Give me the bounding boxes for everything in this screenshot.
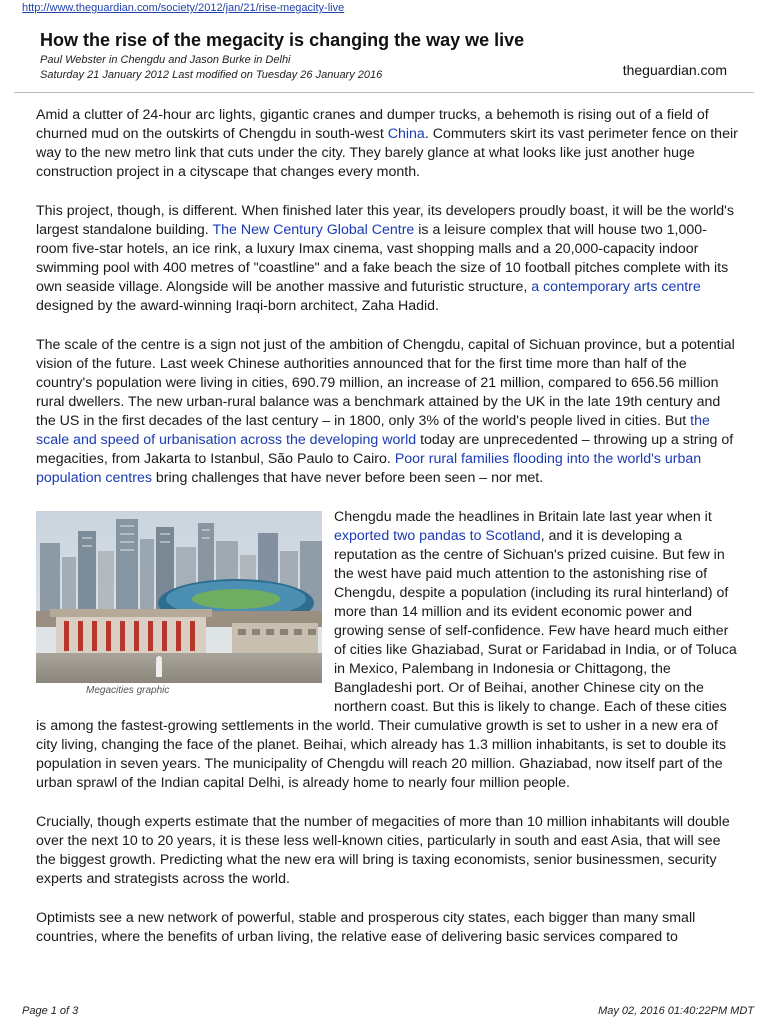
paragraph-text: This project, though, is different. When finished later this year, its developers proudly boast, it will be the world's largest standalone building.	[36, 203, 734, 238]
article-title: How the rise of the megacity is changing the way we live	[40, 30, 525, 50]
link-scale-of-urbanisation[interactable]: the scale and speed of urbanisation across the developing world	[36, 413, 710, 448]
link-poor-rural-families[interactable]: Poor rural families flooding into the world's urban population centres	[36, 451, 702, 486]
print-timestamp: May 02, 2016 01:40:22PM MDT	[598, 1005, 754, 1017]
megacities-figure	[36, 511, 322, 697]
chengdu-city-photo[interactable]	[36, 511, 322, 683]
paragraph-text: . Commuters skirt its vast perimeter fence on their way to the new metro link that cuts under the city. They barely glance at what looks like just another huge construction project in a cityscape that changes every month.	[36, 126, 738, 180]
author-byline: Paul Webster in Chengdu and Jason Burke in Delhi	[40, 54, 291, 66]
source-name: theguardian.com	[622, 62, 727, 78]
source-url-link[interactable]: http://www.theguardian.com/society/2012/jan/21/rise-megacity-live	[22, 2, 345, 14]
figure-caption: Megacities graphic	[86, 685, 170, 696]
link-china[interactable]: China	[387, 126, 425, 142]
paragraph-text: bring challenges that have never before been seen – nor met.	[151, 470, 544, 486]
byline-block	[40, 53, 382, 83]
paragraph-text: Chengdu made the headlines in Britain late last year when it	[334, 509, 712, 525]
paragraph-text: Amid a clutter of 24-hour arc lights, gigantic cranes and dumper trucks, a behemoth is rising out of a field of churned mud on the outskirts of Chengdu in south-west	[36, 107, 709, 142]
article-body	[36, 106, 738, 967]
link-contemporary-arts-centre[interactable]: a contemporary arts centre	[531, 279, 701, 295]
paragraph-text: designed by the award-winning Iraqi-born architect, Zaha Hadid.	[36, 298, 439, 314]
paragraph-text: , and it is developing a reputation as the centre of Sichuan's prized cuisine. But few in the west have paid much attention to the astonishing rise of Chengdu, despite a population (including its rural hinterland) of more than 14 million and its evident economic power and growing sense of self-confidence. Few have heard much either of cities like Ghaziabad, Surat or Faridabad in India, or of Toluca in Mexico, Palembang in Indonesia or Chittagong, the Bangladeshi port. Or of Beihai, another Chinese city on the northern coast. But this is likely to change. Each of these cities is among the fastest-growing settlements in the world. Their cumulative growth is set to usher in a new era of city living, changing the face of the planet. Beihai, which already has 1.3 million inhabitants, is set to double its population in seven years. The municipality of Chengdu will reach 20 million. Ghaziabad, now itself part of the urban sprawl of the Indian capital Delhi, is already home to nearly four million people.	[36, 528, 737, 791]
paragraph-1	[36, 106, 738, 182]
link-new-century-global-centre[interactable]: The New Century Global Centre	[212, 222, 415, 238]
paragraph-2	[36, 202, 738, 316]
paragraph-4	[36, 508, 738, 793]
page-number: Page 1 of 3	[22, 1005, 79, 1017]
paragraph-text: is a leisure complex that will house two 1,000-room five-star hotels, an ice rink, a luxury Imax cinema, vast shopping malls and a 20,000-capacity indoor swimming pool with 400 metres of "coastline" and a fake beach the size of 10 football pitches complete with its own seaside village. Alongside will be another massive and futuristic structure,	[36, 222, 729, 295]
header-divider	[14, 92, 754, 93]
paragraph-3	[36, 336, 738, 488]
paragraph-text: The scale of the centre is a sign not just of the ambition of Chengdu, capital of Sichuan province, but a potential vision of the future. Last week Chinese authorities announced that for the first time more than half of the country's population were living in cities, 690.79 million, an increase of 21 million, compared to 656.56 million rural dwellers. The new urban-rural balance was a benchmark attained by the UK in the late 19th century and the US in the first decades of the last century – in 1800, only 3% of the world's people lived in cities. But	[36, 337, 735, 429]
paragraph-5: Crucially, though experts estimate that the number of megacities of more than 10 million inhabitants will double over the next 10 to 20 years, it is these less well-known cities, particularly in south and east Asia, that will see the biggest growth. Predicting what the new era will bring is taxing economists, senior businessmen, security experts and strategists across the world.	[36, 814, 730, 887]
paragraph-text: today are unprecedented – throwing up a string of megacities, from Jakarta to Istanbul, São Paulo to Cairo.	[36, 432, 734, 467]
link-exported-pandas[interactable]: exported two pandas to Scotland	[334, 528, 541, 544]
publication-dateline: Saturday 21 January 2012 Last modified on Tuesday 26 January 2016	[40, 69, 383, 81]
paragraph-6: Optimists see a new network of powerful, stable and prosperous city states, each bigger than many small countries, where the benefits of urban living, the relative ease of delivering basic services compared to	[36, 910, 696, 945]
